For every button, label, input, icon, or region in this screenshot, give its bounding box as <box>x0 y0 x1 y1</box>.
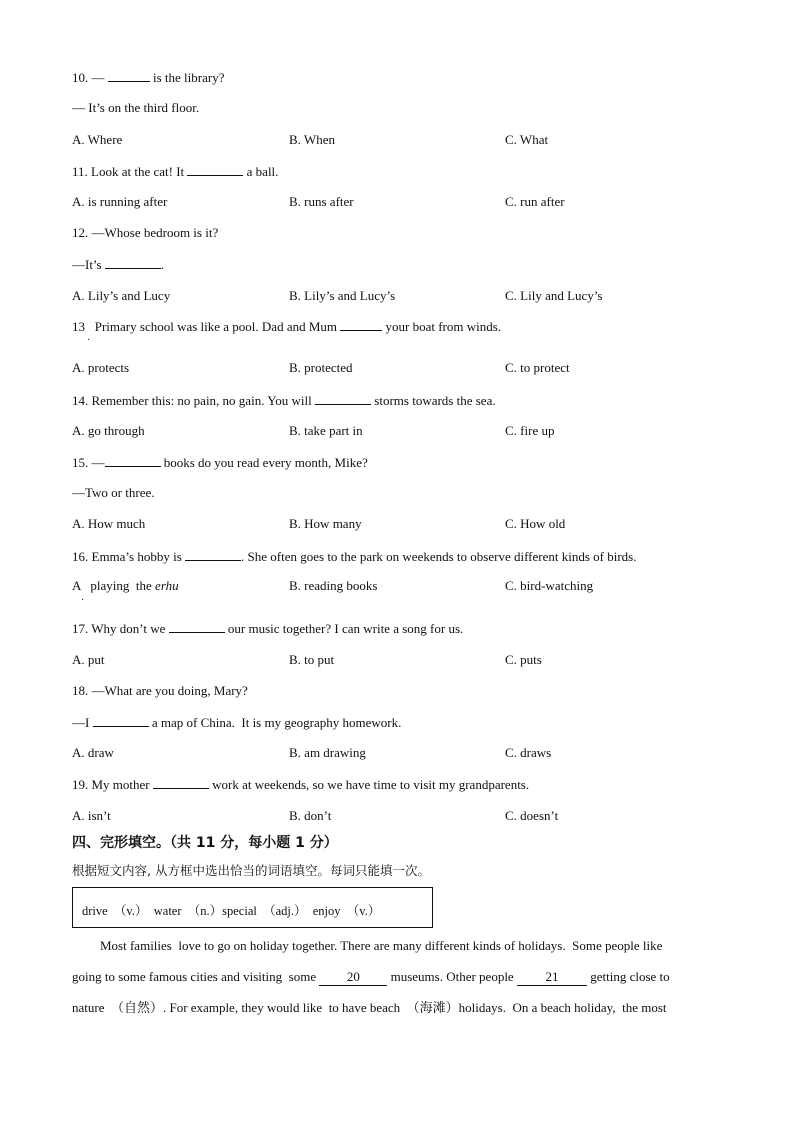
q11-option-c[interactable]: C. run after <box>505 194 565 209</box>
q16-stem: 16. Emma’s hobby is . She often goes to the park on weekends to observe different kinds of birds. <box>72 549 637 564</box>
q12-answer: —It’s . <box>72 257 165 272</box>
passage-line-2: going to some famous cities and visiting some 20 museums. Other people 21 getting close to <box>72 969 670 984</box>
answer-blank[interactable] <box>185 548 241 561</box>
q14-option-a[interactable]: A. go through <box>72 423 145 438</box>
q12-option-b[interactable]: B. Lily’s and Lucy’s <box>289 288 396 303</box>
q18-option-b[interactable]: B. am drawing <box>289 745 366 760</box>
stray-dot-mark: · <box>87 335 91 346</box>
answer-blank[interactable] <box>93 714 149 727</box>
q18-option-c[interactable]: C. draws <box>505 745 552 760</box>
q15-stem: 15. — books do you read every month, Mike? <box>72 455 368 470</box>
q14-stem: 14. Remember this: no pain, no gain. You will storms towards the sea. <box>72 393 496 408</box>
q10-stem: 10. — is the library? <box>72 70 225 85</box>
q16-option-a[interactable]: A playing the erhu <box>72 578 179 593</box>
q12-option-c[interactable]: C. Lily and Lucy’s <box>505 288 603 303</box>
q11-stem: 11. Look at the cat! It a ball. <box>72 164 279 179</box>
word-box-words: drive （v.） water （n.）special （adj.） enjoy （v.） <box>82 904 381 918</box>
q13-option-a[interactable]: A. protects <box>72 360 130 375</box>
q11-option-a[interactable]: A. is running after <box>72 194 168 209</box>
answer-blank[interactable] <box>315 392 371 405</box>
cloze-blank-21[interactable]: 21 <box>517 969 587 986</box>
q11-option-b[interactable]: B. runs after <box>289 194 354 209</box>
q17-option-a[interactable]: A. put <box>72 652 105 667</box>
word-box <box>72 887 433 928</box>
q19-option-a[interactable]: A. isn’t <box>72 808 111 823</box>
q10-option-b[interactable]: B. When <box>289 132 335 147</box>
q19-option-b[interactable]: B. don’t <box>289 808 332 823</box>
answer-blank[interactable] <box>153 776 209 789</box>
q12-option-a[interactable]: A. Lily’s and Lucy <box>72 288 171 303</box>
passage-line-3: nature （自然）. For example, they would like to have beach （海滩）holidays. On a beach holiday, the most <box>72 1000 667 1015</box>
passage-line-1: Most families love to go on holiday together. There are many different kinds of holidays. Some people like <box>100 938 663 953</box>
cloze-blank-20[interactable]: 20 <box>319 969 387 986</box>
q12-stem: 12. —Whose bedroom is it? <box>72 225 219 240</box>
answer-blank[interactable] <box>340 318 382 331</box>
q15-option-b[interactable]: B. How many <box>289 516 362 531</box>
answer-blank[interactable] <box>187 163 243 176</box>
q19-stem: 19. My mother work at weekends, so we have time to visit my grandparents. <box>72 777 530 792</box>
q10-answer: — It’s on the third floor. <box>72 100 200 115</box>
q10-option-c[interactable]: C. What <box>505 132 549 147</box>
answer-blank[interactable] <box>108 69 150 82</box>
section-4-instruction: 根据短文内容, 从方框中选出恰当的词语填空。每词只能填一次。 <box>72 863 430 878</box>
q14-option-c[interactable]: C. fire up <box>505 423 555 438</box>
q16-option-c[interactable]: C. bird-watching <box>505 578 594 593</box>
section-4-title: 四、完形填空。（共 11 分，每小题 1 分） <box>72 835 338 851</box>
q17-stem: 17. Why don’t we our music together? I can write a song for us. <box>72 621 464 636</box>
answer-blank[interactable] <box>169 620 225 633</box>
q14-option-b[interactable]: B. take part in <box>289 423 363 438</box>
q18-option-a[interactable]: A. draw <box>72 745 114 760</box>
q13-stem: 13 Primary school was like a pool. Dad and Mum your boat from winds. <box>72 319 502 334</box>
q15-option-a[interactable]: A. How much <box>72 516 146 531</box>
q18-answer: —I a map of China. It is my geography homework. <box>72 715 402 730</box>
stray-dot-mark: · <box>81 595 85 606</box>
q19-option-c[interactable]: C. doesn’t <box>505 808 559 823</box>
q18-stem: 18. —What are you doing, Mary? <box>72 683 248 698</box>
q17-option-b[interactable]: B. to put <box>289 652 335 667</box>
q13-option-c[interactable]: C. to protect <box>505 360 570 375</box>
answer-blank[interactable] <box>105 256 161 269</box>
q16-option-b[interactable]: B. reading books <box>289 578 378 593</box>
answer-blank[interactable] <box>105 454 161 467</box>
q15-option-c[interactable]: C. How old <box>505 516 566 531</box>
q10-option-a[interactable]: A. Where <box>72 132 123 147</box>
q13-option-b[interactable]: B. protected <box>289 360 353 375</box>
q17-option-c[interactable]: C. puts <box>505 652 542 667</box>
q15-answer: —Two or three. <box>72 485 155 500</box>
